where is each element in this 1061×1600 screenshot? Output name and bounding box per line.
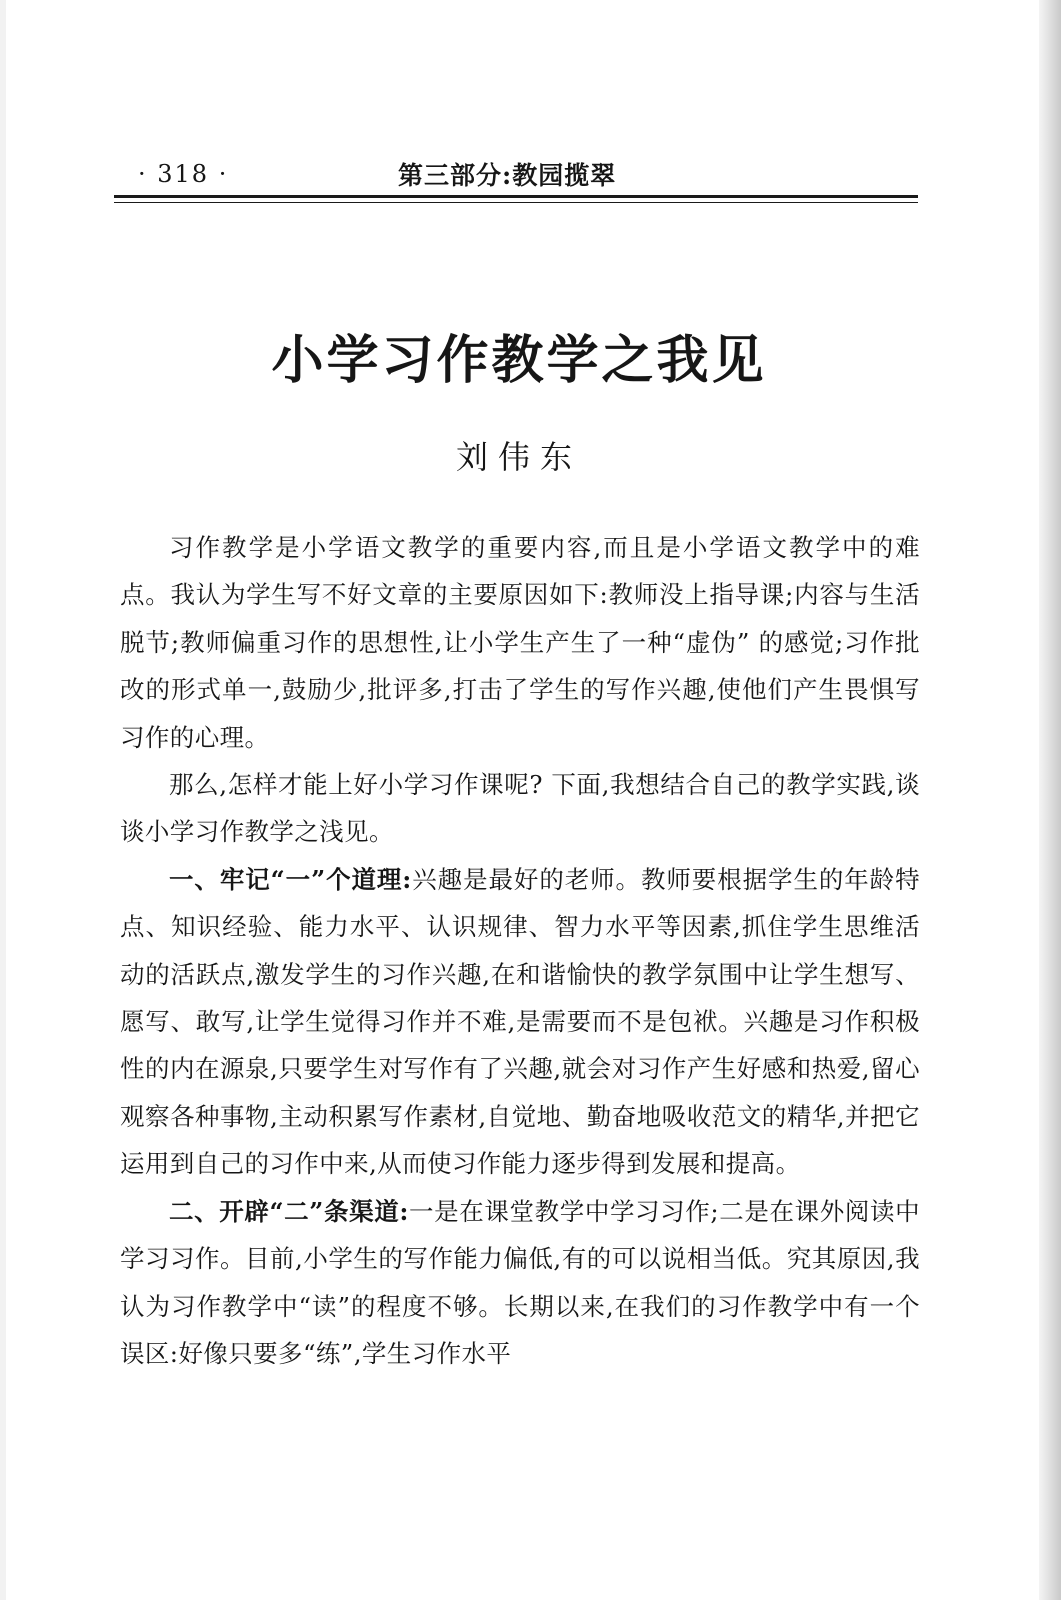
paragraph-2-text: 那么,怎样才能上好小学习作课呢? 下面,我想结合自己的教学实践,谈谈小学习作教学之浅见。 (120, 770, 920, 847)
paragraph-3 (120, 856, 920, 1188)
scan-edge-left (0, 0, 6, 1600)
paragraph-3-heading: 一、牢记“一”个道理: (169, 864, 412, 894)
book-page (118, 0, 920, 1600)
scan-edge-right (1039, 0, 1061, 1600)
running-head (118, 156, 920, 196)
header-rule-thin (114, 202, 918, 203)
paragraph-2 (120, 761, 920, 856)
paragraph-4 (120, 1188, 920, 1378)
section-title: 第三部分:教园揽翠 (398, 161, 617, 190)
article-body (120, 524, 920, 1377)
paragraph-4-heading: 二、开辟“二”条渠道: (169, 1196, 409, 1226)
paragraph-3-text: 兴趣是最好的老师。教师要根据学生的年龄特点、知识经验、能力水平、认识规律、智力水平等因素,抓住学生思维活动的活跃点,激发学生的习作兴趣,在和谐愉快的教学氛围中让学生想写、愿写、敢写,让学生觉得习作并不难,是需要而不是包袱。兴趣是习作积极性的内在源泉,只要学生对写作有了兴趣,就会对习作产生好感和热爱,留心观察各种事物,主动积累写作素材,自觉地、勤奋地吸收范文的精华,并把它运用到自己的习作中来,从而使习作能力逐步得到发展和提高。 (120, 864, 920, 1179)
header-rule-thick (114, 195, 918, 198)
article-title: 小学习作教学之我见 (271, 330, 767, 391)
paragraph-1 (120, 524, 920, 761)
paragraph-1-text: 习作教学是小学语文教学的重要内容,而且是小学语文教学中的难点。我认为学生写不好文章的主要原因如下:教师没上指导课;内容与生活脱节;教师偏重习作的思想性,让小学生产生了一种“虚伪” 的感觉;习作批改的形式单一,鼓励少,批评多,打击了学生的写作兴趣,使他们产生畏惧写习作的心理。 (120, 533, 920, 752)
paragraph-4-text: 一是在课堂教学中学习习作;二是在课外阅读中学习习作。目前,小学生的写作能力偏低,有的可以说相当低。究其原因,我认为习作教学中“读”的程度不够。长期以来,在我们的习作教学中有一个误区:好像只要多“练”,学生习作水平 (120, 1196, 920, 1368)
page-number: · 318 · (138, 160, 229, 188)
article-author: 刘伟东 (455, 438, 582, 476)
